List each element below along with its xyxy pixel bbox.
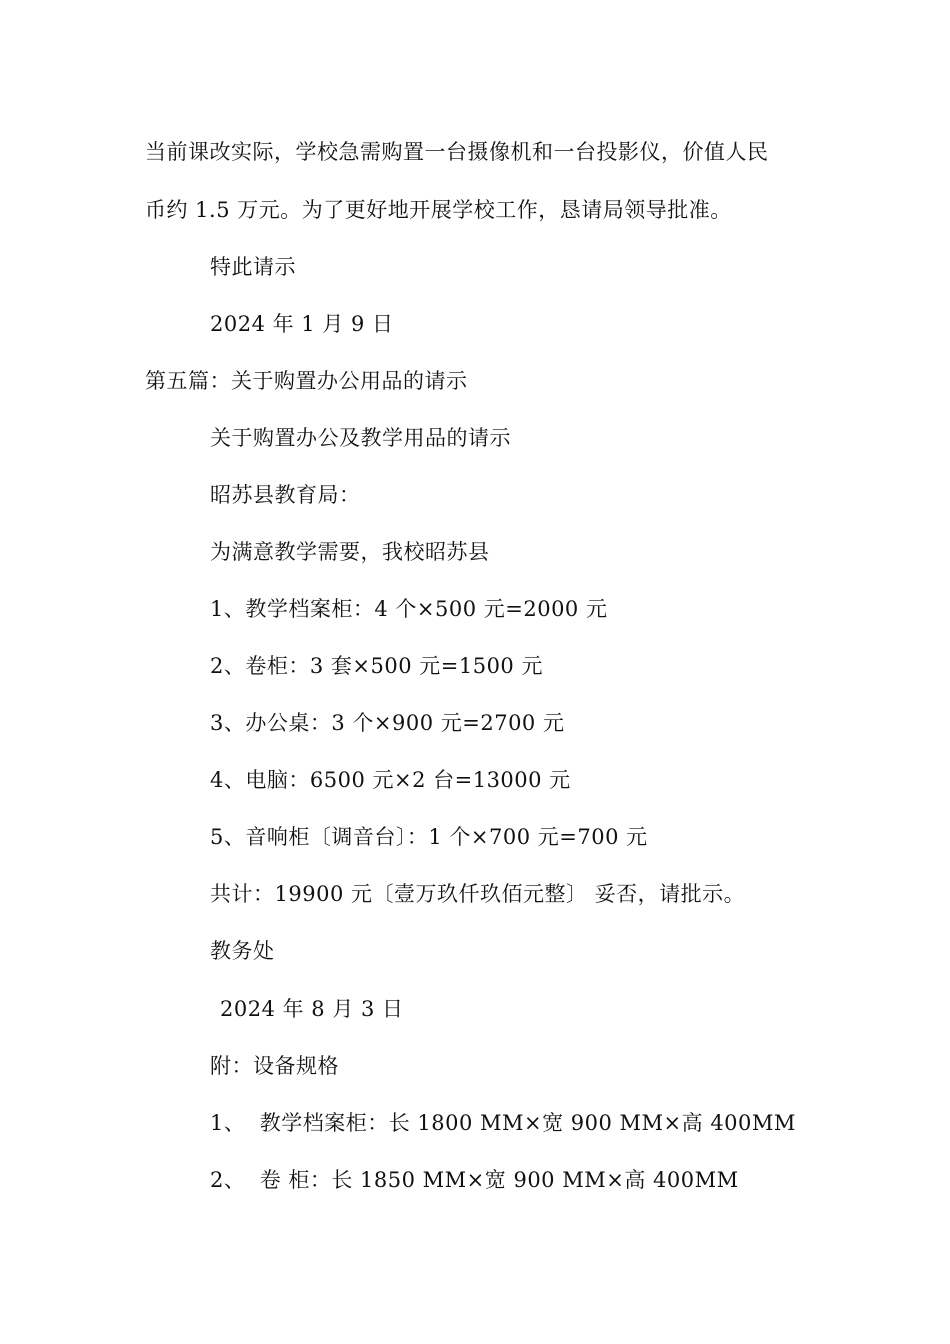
signature-text: 教务处 bbox=[210, 939, 275, 963]
date-text: 2024 年 8 月 3 日 bbox=[220, 997, 404, 1021]
paragraph-line: 当前课改实际，学校急需购置一台摄像机和一台投影仪，价值人民 bbox=[145, 140, 769, 164]
list-item: 3、办公桌：3 个×900 元=2700 元 bbox=[210, 711, 565, 735]
intro-text: 为满意教学需要，我校昭苏县 bbox=[210, 540, 490, 564]
appendix-title: 附：设备规格 bbox=[210, 1054, 339, 1078]
closing-text: 特此请示 bbox=[210, 255, 296, 279]
section-heading: 第五篇：关于购置办公用品的请示 bbox=[145, 369, 468, 393]
spec-item: 1、 教学档案柜：长 1800 MM×宽 900 MM×高 400MM bbox=[210, 1111, 796, 1135]
total-text: 共计：19900 元〔壹万玖仟玖佰元整〕 妥否，请批示。 bbox=[210, 882, 746, 906]
list-item: 1、教学档案柜：4 个×500 元=2000 元 bbox=[210, 597, 608, 621]
list-item: 5、音响柜〔调音台〕：1 个×700 元=700 元 bbox=[210, 825, 648, 849]
recipient-text: 昭苏县教育局： bbox=[210, 483, 361, 507]
spec-item: 2、 卷 柜：长 1850 MM×宽 900 MM×高 400MM bbox=[210, 1168, 739, 1192]
date-text: 2024 年 1 月 9 日 bbox=[210, 312, 394, 336]
list-item: 2、卷柜：3 套×500 元=1500 元 bbox=[210, 654, 543, 678]
list-item: 4、电脑：6500 元×2 台=13000 元 bbox=[210, 768, 571, 792]
letter-title: 关于购置办公及教学用品的请示 bbox=[210, 426, 511, 450]
paragraph-line: 币约 1.5 万元。为了更好地开展学校工作，恳请局领导批准。 bbox=[145, 198, 732, 222]
